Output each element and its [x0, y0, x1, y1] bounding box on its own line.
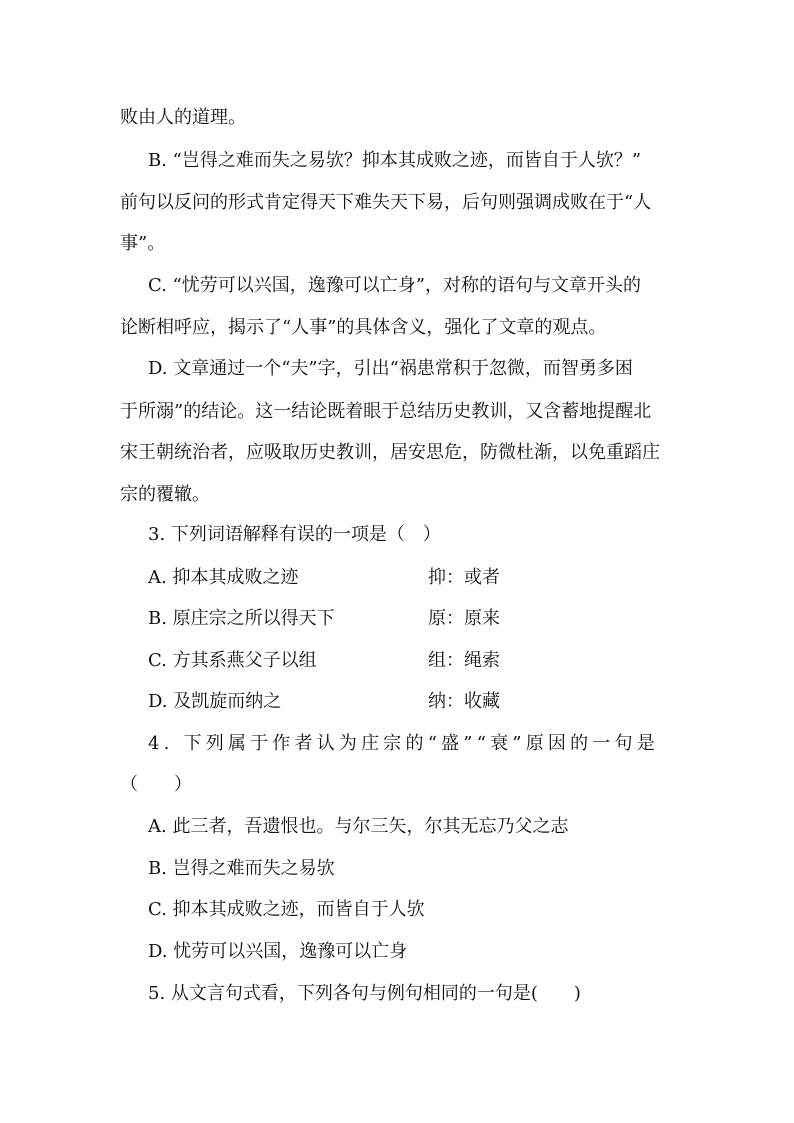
question-4: 4. 下列属于作者认为庄宗的“盛”“衰”原因的一句是	[148, 733, 659, 754]
option-b-line: B. “岂得之难而失之易欤？抑本其成败之迹，而皆自于人欤？”	[148, 150, 642, 171]
text-line: 宗的覆辙。	[120, 484, 210, 505]
text-line: 于所溺”的结论。这一结论既着眼于总结历史教训，又含蓄地提醒北	[120, 401, 652, 422]
option-d-line: D. 文章通过一个“夫”字，引出“祸患常积于忽微，而智勇多困	[148, 358, 633, 379]
q3-option-phrase: B. 原庄宗之所以得天下	[148, 608, 335, 629]
q3-option-a	[148, 566, 298, 590]
text-line: 事”。	[120, 233, 166, 254]
q3-option-d	[148, 690, 281, 714]
q4-option-a: A. 此三者，吾遗恨也。与尔三矢，尔其无忘乃父之志	[148, 816, 569, 837]
q3-option-gloss: 原：原来	[428, 608, 500, 629]
q4-option-c: C. 抑本其成败之迹，而皆自于人欤	[148, 899, 425, 920]
q3-option-phrase: D. 及凯旋而纳之	[148, 691, 282, 712]
option-c-line: C. “忧劳可以兴国，逸豫可以亡身”，对称的语句与文章开头的	[148, 275, 641, 296]
q4-option-d: D. 忧劳可以兴国，逸豫可以亡身	[148, 941, 408, 962]
text-line: 败由人的道理。	[120, 107, 246, 128]
q3-option-b	[148, 607, 335, 631]
text-line: 前句以反问的形式肯定得天下难失天下易，后句则强调成败在于“人	[120, 192, 652, 213]
q3-option-gloss: 纳：收藏	[428, 691, 500, 712]
q3-option-phrase: A. 抑本其成败之迹	[148, 567, 299, 588]
q3-option-phrase: C. 方其系燕父子以组	[148, 650, 317, 671]
text-line: 论断相呼应，揭示了“人事”的具体含义，强化了文章的观点。	[120, 317, 607, 338]
question-3: 3. 下列词语解释有误的一项是（ ）	[148, 524, 441, 545]
answer-blank: （ ）	[120, 774, 192, 795]
question-5: 5. 从文言句式看，下列各句与例句相同的一句是( )	[148, 983, 581, 1004]
q3-option-c	[148, 649, 317, 673]
q3-option-gloss: 组：绳索	[428, 650, 500, 671]
q3-option-gloss: 抑：或者	[428, 567, 500, 588]
q4-option-b: B. 岂得之难而失之易欤	[148, 858, 335, 879]
text-line: 宋王朝统治者，应吸取历史教训，居安思危，防微杜渐，以免重蹈庄	[120, 442, 660, 463]
